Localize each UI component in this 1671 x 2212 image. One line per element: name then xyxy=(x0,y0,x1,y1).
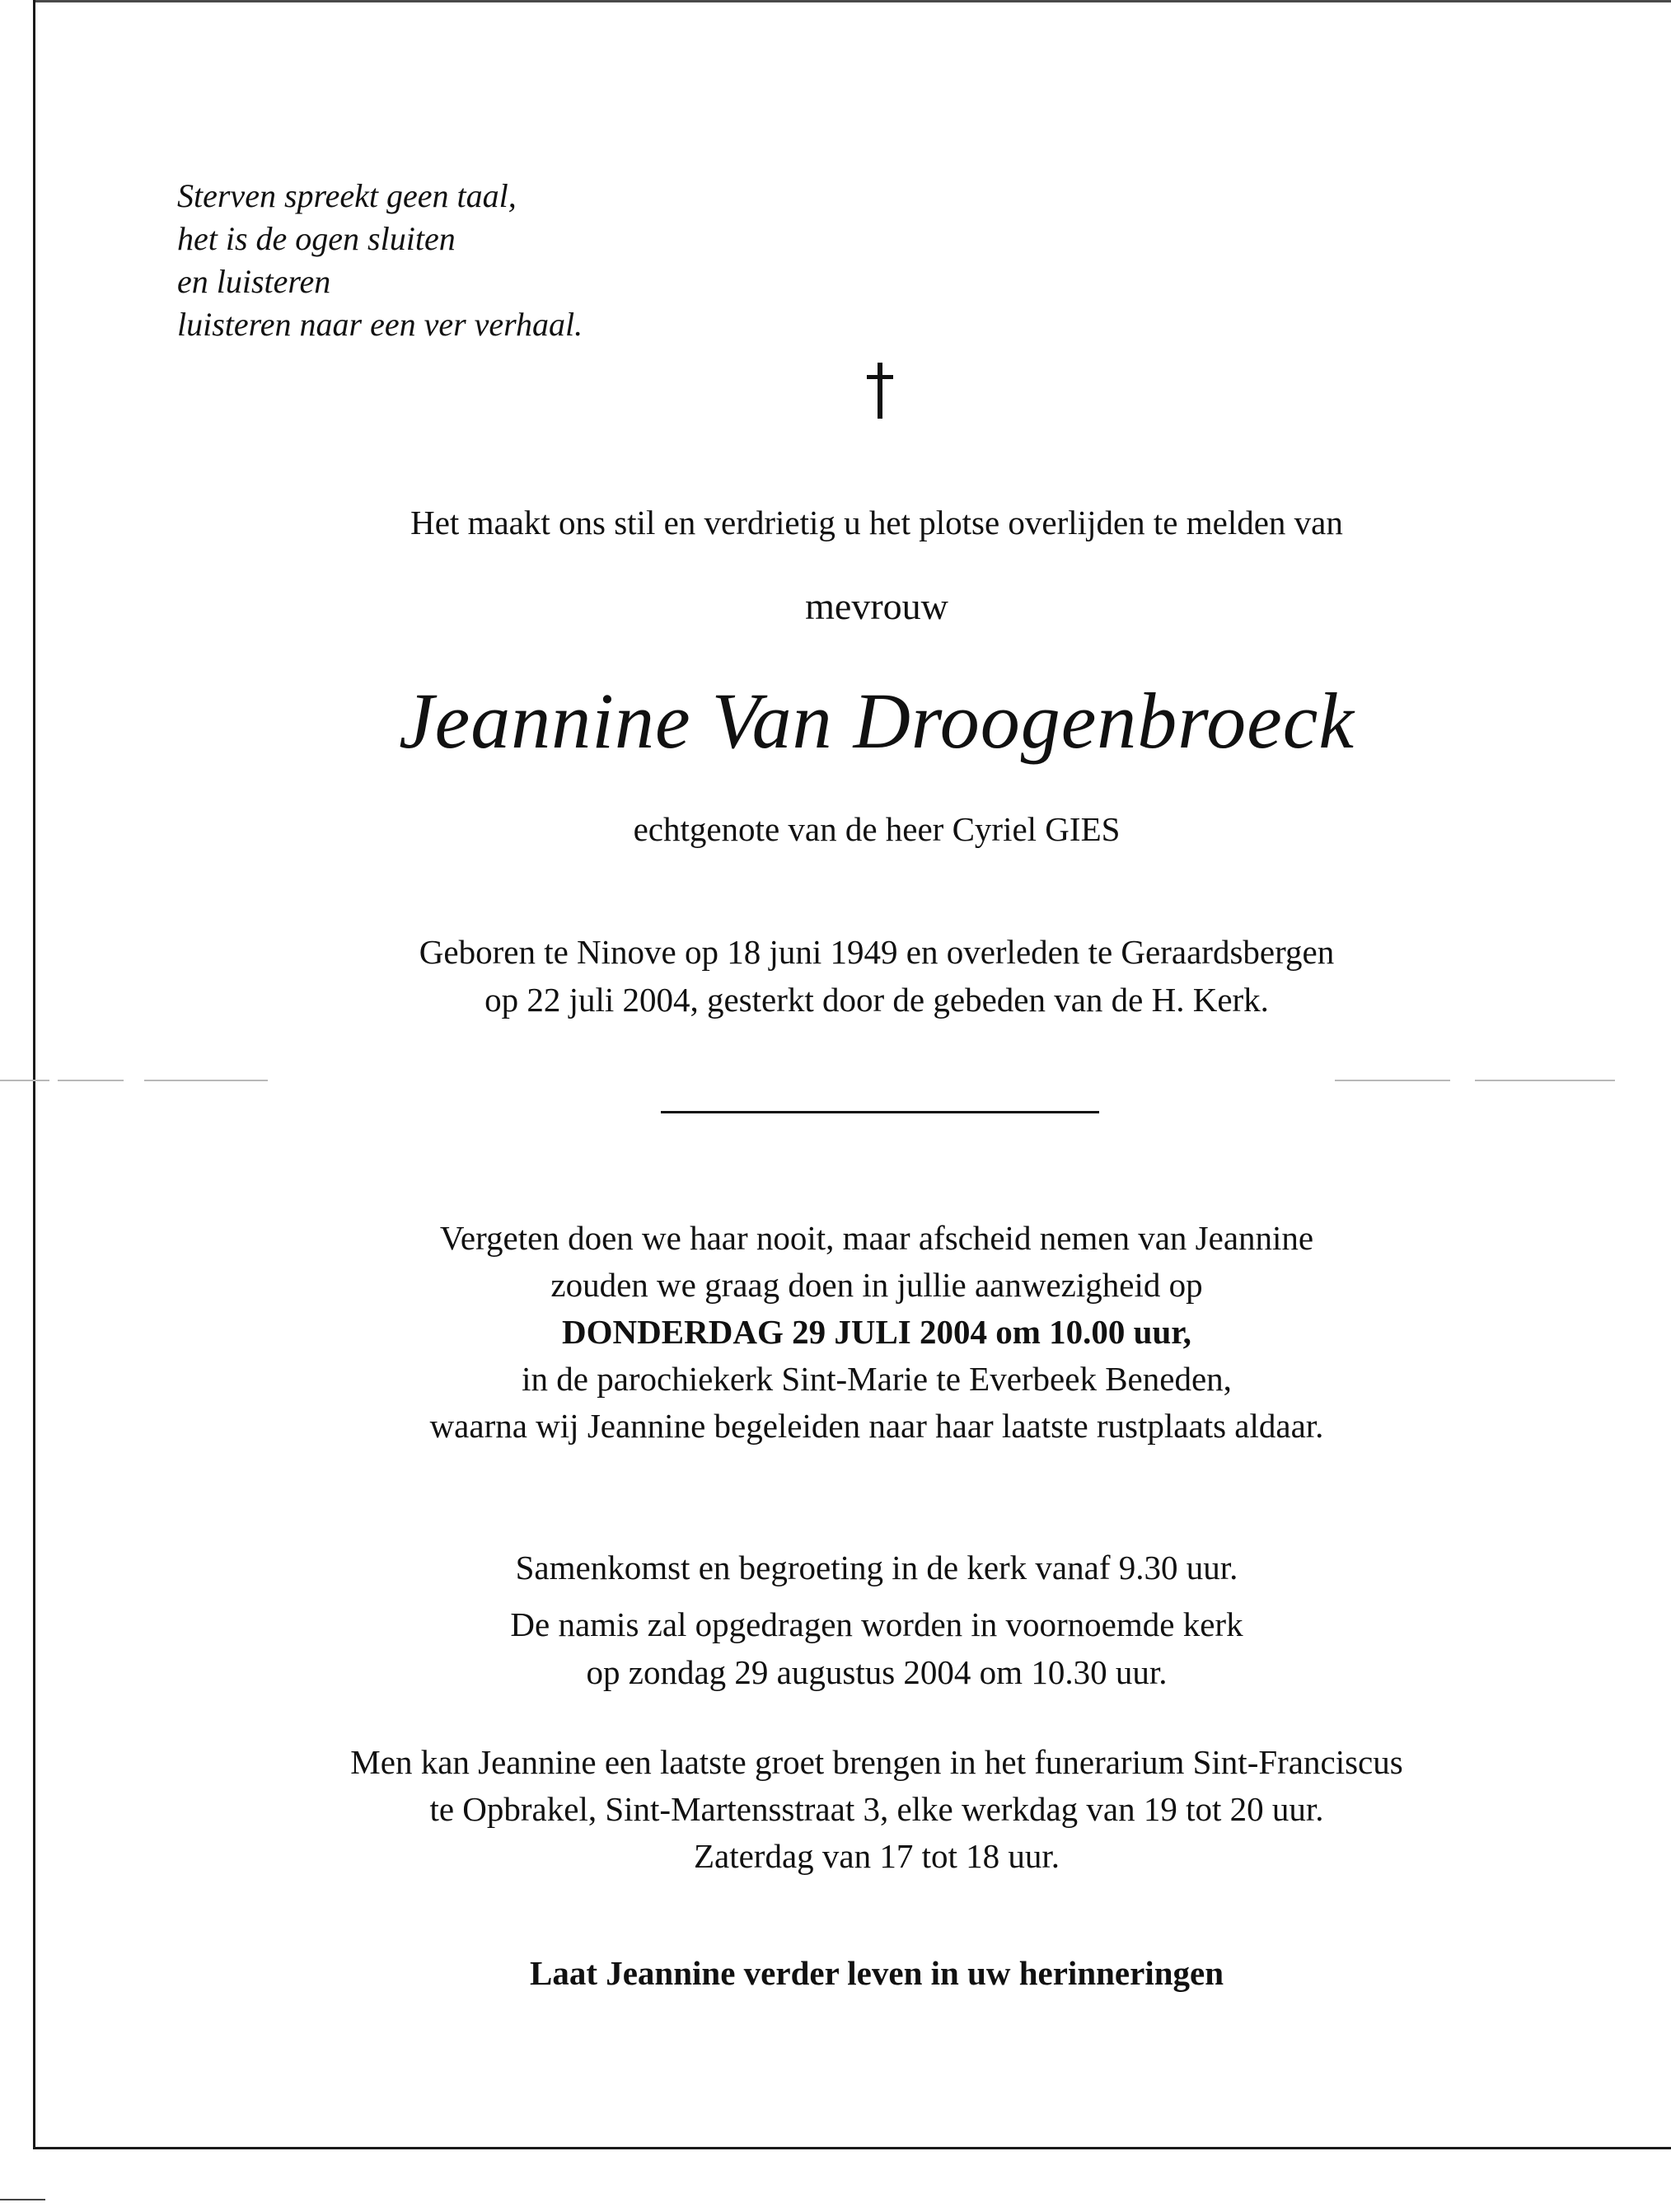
poem-line: het is de ogen sluiten xyxy=(177,220,456,257)
scan-mark xyxy=(0,2199,45,2200)
deceased-title: mevrouw xyxy=(805,585,948,627)
fold-mark xyxy=(58,1080,124,1081)
poem-line: en luisteren xyxy=(177,263,331,300)
deceased-name: Jeannine Van Droogenbroeck xyxy=(399,677,1355,765)
visit-line: te Opbrakel, Sint-Martensstraat 3, elke werkdag van 19 tot 20 uur. xyxy=(429,1790,1324,1828)
birth-death-line: op 22 juli 2004, gesterkt door de gebeden van de H. Kerk. xyxy=(484,981,1269,1019)
funeral-date-time: DONDERDAG 29 JULI 2004 om 10.00 uur, xyxy=(562,1313,1191,1351)
meeting-info: Samenkomst en begroeting in de kerk vanaf 9.30 uur. xyxy=(515,1549,1238,1586)
spouse-line: echtgenote van de heer Cyriel GIES xyxy=(633,810,1121,848)
poem-line: Sterven spreekt geen taal, xyxy=(177,177,517,214)
fold-mark xyxy=(144,1080,268,1081)
mass-section xyxy=(0,1600,1671,1696)
mass-line: op zondag 29 augustus 2004 om 10.30 uur. xyxy=(586,1653,1168,1691)
visit-section xyxy=(0,1739,1671,1880)
announcement-intro: Het maakt ons stil en verdrietig u het plotse overlijden te melden van xyxy=(410,504,1343,541)
birth-death-line: Geboren te Ninove op 18 juni 1949 en overleden te Geraardsbergen xyxy=(419,933,1335,971)
fold-mark xyxy=(0,1080,49,1081)
visit-line: Men kan Jeannine een laatste groet brengen in het funerarium Sint-Franciscus xyxy=(350,1743,1403,1781)
farewell-line: zouden we graag doen in jullie aanwezigheid op xyxy=(550,1266,1203,1304)
birth-death-details xyxy=(0,928,1671,1024)
cross-icon xyxy=(855,363,905,419)
farewell-section xyxy=(0,1215,1671,1450)
mass-line: De namis zal opgedragen worden in voornoemde kerk xyxy=(510,1605,1243,1643)
visit-line: Zaterdag van 17 tot 18 uur. xyxy=(693,1837,1060,1875)
divider-line xyxy=(661,1111,1099,1113)
farewell-place-line: waarna wij Jeannine begeleiden naar haar laatste rustplaats aldaar. xyxy=(429,1407,1324,1445)
page-border-bottom xyxy=(33,2147,1671,2149)
fold-mark xyxy=(1475,1080,1615,1081)
page-border-top xyxy=(33,0,1671,2)
closing-line: Laat Jeannine verder leven in uw herinneringen xyxy=(529,1954,1224,1992)
poem xyxy=(177,175,583,346)
farewell-line: Vergeten doen we haar nooit, maar afscheid nemen van Jeannine xyxy=(439,1219,1314,1257)
fold-mark xyxy=(1335,1080,1450,1081)
farewell-place-line: in de parochiekerk Sint-Marie te Everbeek Beneden, xyxy=(522,1360,1232,1398)
poem-line: luisteren naar een ver verhaal. xyxy=(177,306,583,343)
